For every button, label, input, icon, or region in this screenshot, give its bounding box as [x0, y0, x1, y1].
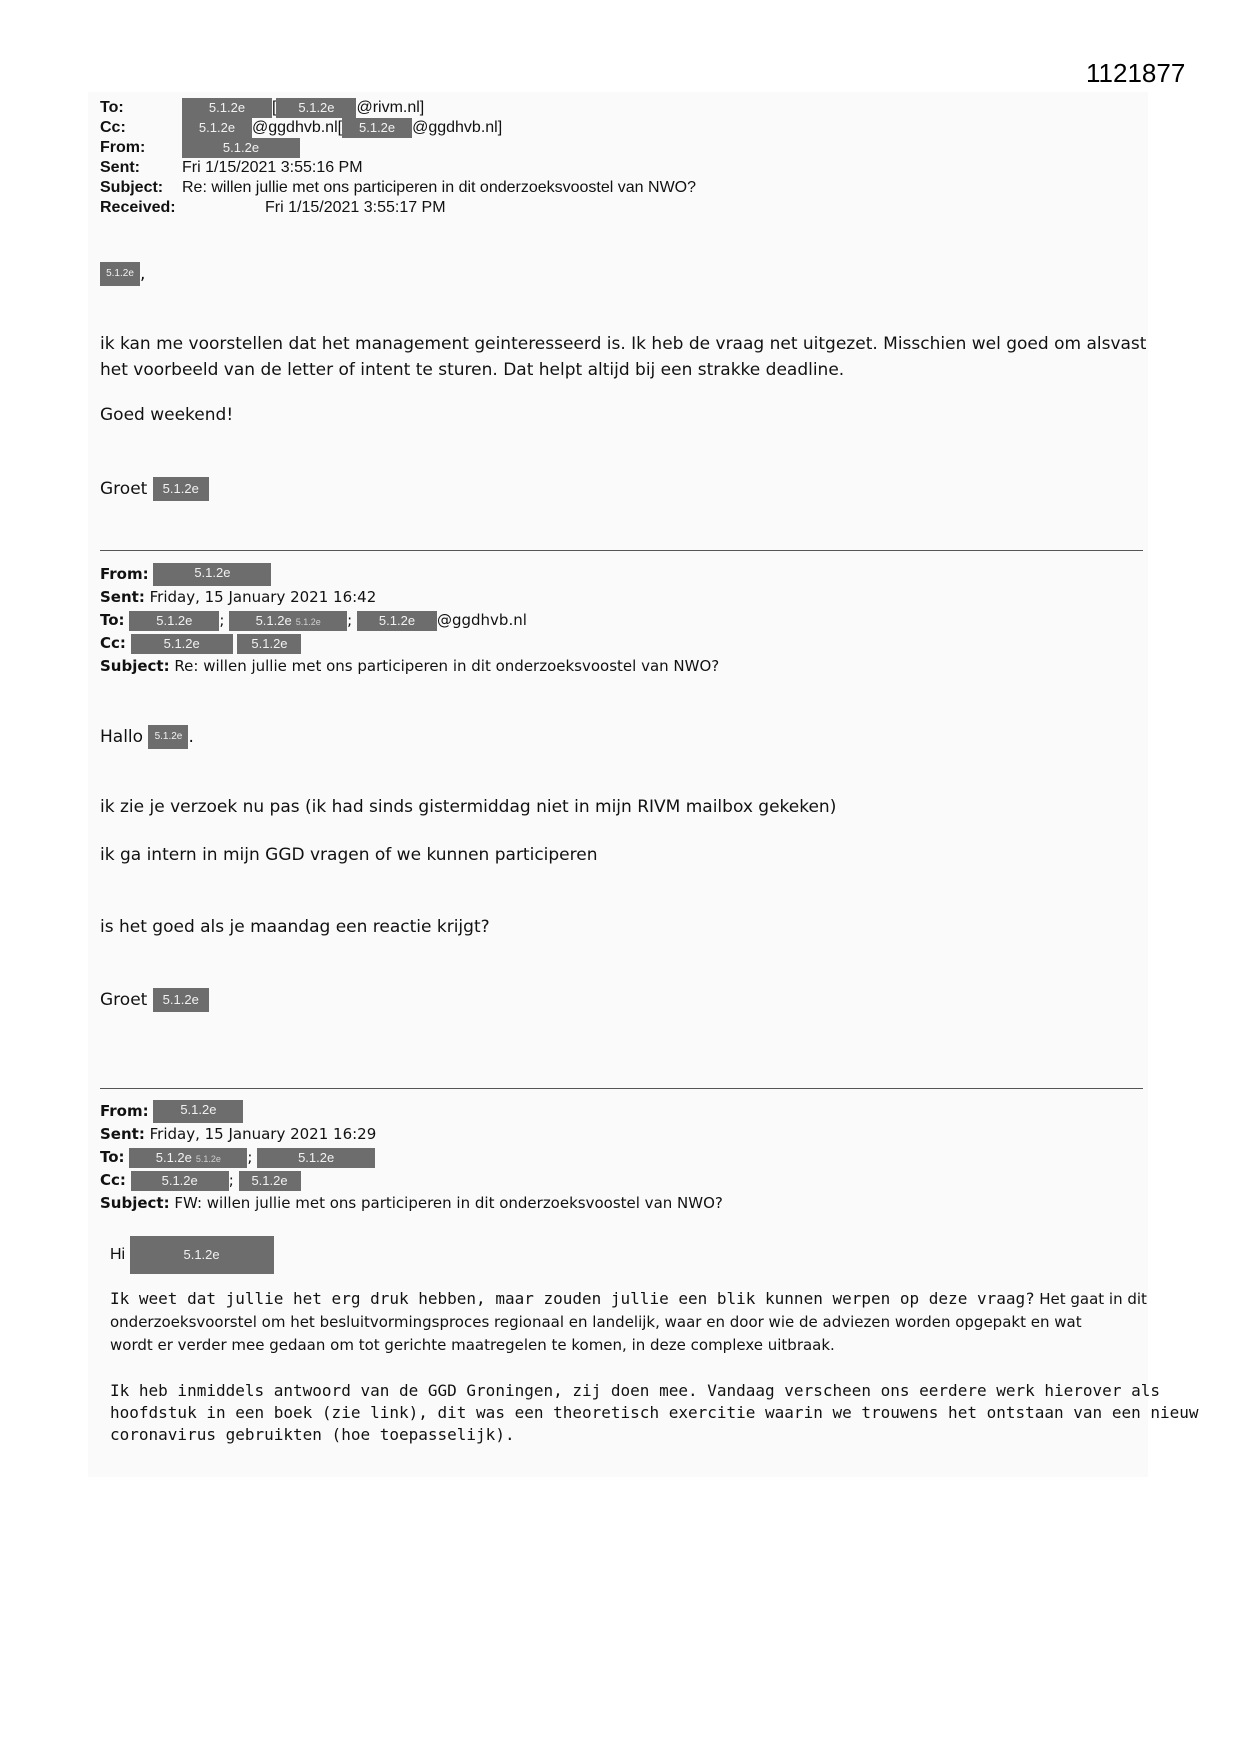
redaction: 5.1.2e	[153, 563, 271, 586]
email1-body-line-1: ik kan me voorstellen dat het management geinteresseerd is. Ik heb de vraag net uitgezet. Misschien wel goed om alsvast	[100, 334, 1147, 354]
subject-value: Re: willen jullie met ons participeren in dit onderzoeksvoostel van NWO?	[174, 657, 720, 675]
redaction: 5.1.2e	[129, 611, 219, 631]
redaction: 5.1.2e	[276, 98, 356, 118]
received-value: Fri 1/15/2021 3:55:17 PM	[265, 199, 446, 216]
email1-body-line-2: het voorbeeld van de letter of intent te sturen. Dat helpt altijd bij een strakke deadline.	[100, 360, 845, 380]
email1-closing: Goed weekend!	[100, 405, 234, 425]
redaction: 5.1.2e	[148, 725, 188, 749]
sent-value: Friday, 15 January 2021 16:29	[149, 1125, 377, 1143]
redaction: 5.1.2e	[239, 1171, 301, 1191]
to-label: To:	[100, 1148, 125, 1166]
redaction: 5.1.2e	[237, 634, 301, 654]
subject-label: Subject:	[100, 1194, 170, 1212]
subject-label: Subject:	[100, 657, 170, 675]
to-label: To:	[100, 611, 125, 629]
received-label: Received:	[100, 199, 176, 216]
email2-signoff: Groet 5.1.2e	[100, 988, 209, 1012]
cc-suffix: @ggdhvb.nl]	[412, 119, 503, 137]
from-label: From:	[100, 1102, 149, 1120]
email1-cc-row	[100, 118, 696, 138]
sent-label: Sent:	[100, 159, 140, 176]
redaction: 5.1.2e	[131, 1171, 229, 1191]
redaction: 5.1.2e	[153, 988, 209, 1012]
cc-label: Cc:	[100, 119, 126, 137]
redaction: 5.1.2e	[342, 118, 412, 138]
sent-label: Sent:	[100, 588, 145, 606]
redaction: 5.1.2e	[182, 98, 272, 118]
email3-greeting: Hi 5.1.2e	[110, 1236, 274, 1274]
redaction: 5.1.2e	[182, 138, 300, 158]
email3-header: From: 5.1.2e Sent: Friday, 15 January 2021 16:29 To: 5.1.2e 5.1.2e ; 5.1.2e Cc: 5.1.2e ; 5.1.2e Subject: FW: willen jullie met ons participeren in dit onderzoeksvoostel van NWO?	[100, 1102, 723, 1212]
from-label: From:	[100, 139, 146, 157]
redaction: 5.1.2e	[182, 118, 252, 138]
email1-received-row	[100, 198, 696, 218]
subject-value: FW: willen jullie met ons participeren in dit onderzoeksvoostel van NWO?	[174, 1194, 723, 1212]
cc-mid: @ggdhvb.nl[	[252, 119, 343, 137]
subject-label: Subject:	[100, 179, 164, 196]
redaction: 5.1.2e 5.1.2e	[229, 611, 347, 631]
divider	[100, 1088, 1143, 1089]
email2-line-2: ik ga intern in mijn GGD vragen of we kunnen participeren	[100, 845, 598, 865]
redaction: 5.1.2e	[257, 1148, 375, 1168]
cc-label: Cc:	[100, 634, 126, 652]
email1-to-row: To: 5.1.2e [ 5.1.2e @rivm.nl]	[100, 99, 425, 117]
email1-sent-row	[100, 158, 696, 178]
redaction: 5.1.2e 5.1.2e	[129, 1148, 247, 1168]
email2-line-1: ik zie je verzoek nu pas (ik had sinds gistermiddag niet in mijn RIVM mailbox gekeken)	[100, 797, 837, 817]
sent-label: Sent:	[100, 1125, 145, 1143]
redaction: 5.1.2e	[357, 611, 437, 631]
email1-signoff: Groet 5.1.2e	[100, 477, 209, 501]
redaction: 5.1.2e	[153, 1100, 243, 1123]
sent-value: Fri 1/15/2021 3:55:16 PM	[182, 159, 363, 176]
email2-greeting: Hallo 5.1.2e .	[100, 727, 194, 747]
redaction: 5.1.2e	[131, 634, 233, 654]
redaction: 5.1.2e	[153, 477, 209, 501]
to-label: To:	[100, 99, 124, 117]
document-id: 1121877	[1086, 58, 1186, 88]
email2-header: From: 5.1.2e Sent: Friday, 15 January 2021 16:42 To: 5.1.2e ; 5.1.2e 5.1.2e ; 5.1.2e @ggdhvb.nl Cc: 5.1.2e 5.1.2e Subject: Re: willen jullie met ons participeren in dit onderzoeksvoostel van NWO?	[100, 565, 720, 675]
sent-value: Friday, 15 January 2021 16:42	[149, 588, 377, 606]
to-suffix: @rivm.nl]	[356, 99, 425, 117]
email1-salutation: 5.1.2e ,	[100, 262, 145, 286]
divider	[100, 550, 1143, 551]
from-label: From:	[100, 565, 149, 583]
redaction: 5.1.2e	[100, 262, 140, 286]
email3-paragraph-1: Ik weet dat jullie het erg druk hebben, maar zouden jullie een blik kunnen werpen op deze vraag? Het gaat in dit onderzoeksvoorstel om het besluitvormingsproces regionaal en landelijk, waar en door wie de adviezen worden opgepakt en wat wordt er verder mee gedaan om tot gerichte maatregelen te komen, in deze complexe uitbraak.	[110, 1289, 1147, 1354]
email1-header	[100, 98, 696, 218]
email1-subject-row	[100, 178, 696, 198]
email2-line-3: is het goed als je maandag een reactie krijgt?	[100, 917, 490, 937]
cc-label: Cc:	[100, 1171, 126, 1189]
email1-from-row	[100, 138, 696, 158]
redaction: 5.1.2e	[130, 1236, 274, 1274]
subject-value: Re: willen jullie met ons participeren in dit onderzoeksvoostel van NWO?	[182, 179, 697, 196]
to-suffix: @ggdhvb.nl	[436, 611, 527, 629]
email3-paragraph-2: Ik heb inmiddels antwoord van de GGD Groningen, zij doen mee. Vandaag verscheen ons eerdere werk hierover als hoofdstuk in een boek (zie link), dit was een theoretisch exercitie waarin we trouwens het ontstaan van een nieuw coronavirus gebruikten (hoe toepasselijk).	[110, 1381, 1199, 1444]
